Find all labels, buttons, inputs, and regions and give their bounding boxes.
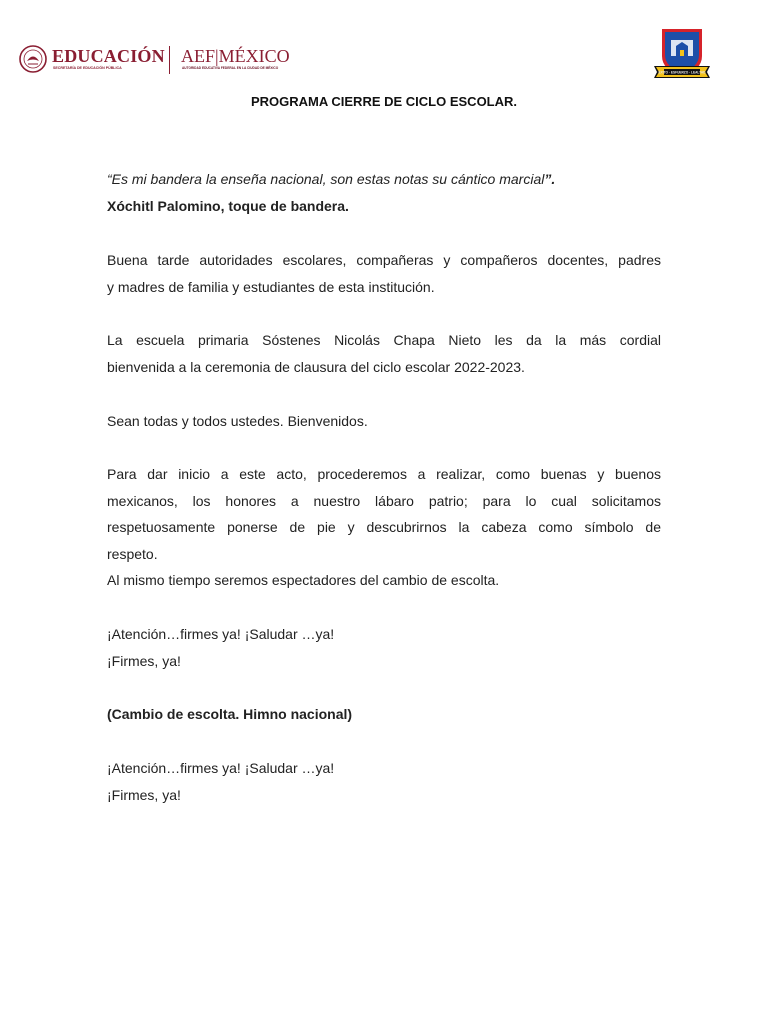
aef-title: AEF|MÉXICO <box>181 46 290 66</box>
command-line: ¡Firmes, ya! <box>107 787 181 803</box>
paragraph-line: mexicanos, los honores a nuestro lábaro patrio; para lo cual solicitamos <box>107 493 661 509</box>
logo-divider <box>169 46 170 74</box>
school-shield-logo <box>652 26 712 80</box>
document-header <box>0 0 768 90</box>
page-title: PROGRAMA CIERRE DE CICLO ESCOLAR. <box>250 94 518 109</box>
sep-logo <box>18 42 165 78</box>
command-line: ¡Atención…firmes ya! ¡Saludar …ya! <box>107 626 335 642</box>
sep-subtitle: SECRETARÍA DE EDUCACIÓN PÚBLICA <box>53 66 122 70</box>
paragraph-line: Para dar inicio a este acto, procederemos a realizar, como buenas y buenos <box>107 466 661 482</box>
paragraph-line: y madres de familia y estudiantes de esta institución. <box>107 279 435 295</box>
aef-logo <box>181 46 301 76</box>
paragraph-line: bienvenida a la ceremonia de clausura del ciclo escolar 2022-2023. <box>107 359 525 375</box>
sep-title: EDUCACIÓN <box>52 46 165 66</box>
toque-de-bandera-line: Xóchitl Palomino, toque de bandera. <box>107 198 349 214</box>
aef-subtitle: AUTORIDAD EDUCATIVA FEDERAL EN LA CIUDAD DE MÉXICO <box>182 66 279 70</box>
stage-direction: (Cambio de escolta. Himno nacional) <box>107 706 353 722</box>
school-motto: ÉXITO · ESFUERZO · LEALTAD <box>658 70 706 75</box>
paragraph-line: La escuela primaria Sóstenes Nicolás Chapa Nieto les da la más cordial <box>107 332 661 348</box>
paragraph-line: Buena tarde autoridades escolares, compañeras y compañeros docentes, padres <box>107 252 661 268</box>
quote-line <box>107 166 661 193</box>
quote-end: ”. <box>544 171 556 187</box>
paragraph-line: respetuosamente ponerse de pie y descubrirnos la cabeza como símbolo de <box>107 519 661 535</box>
paragraph-line: respeto. <box>107 546 158 562</box>
paragraph-line: Sean todas y todos ustedes. Bienvenidos. <box>107 413 368 429</box>
command-line: ¡Atención…firmes ya! ¡Saludar …ya! <box>107 760 335 776</box>
command-line: ¡Firmes, ya! <box>107 653 181 669</box>
quote-text: “Es mi bandera la enseña nacional, son estas notas su cántico marcial <box>107 171 545 187</box>
eagle-emblem-icon <box>18 44 48 74</box>
paragraph-line: Al mismo tiempo seremos espectadores del cambio de escolta. <box>107 572 500 588</box>
